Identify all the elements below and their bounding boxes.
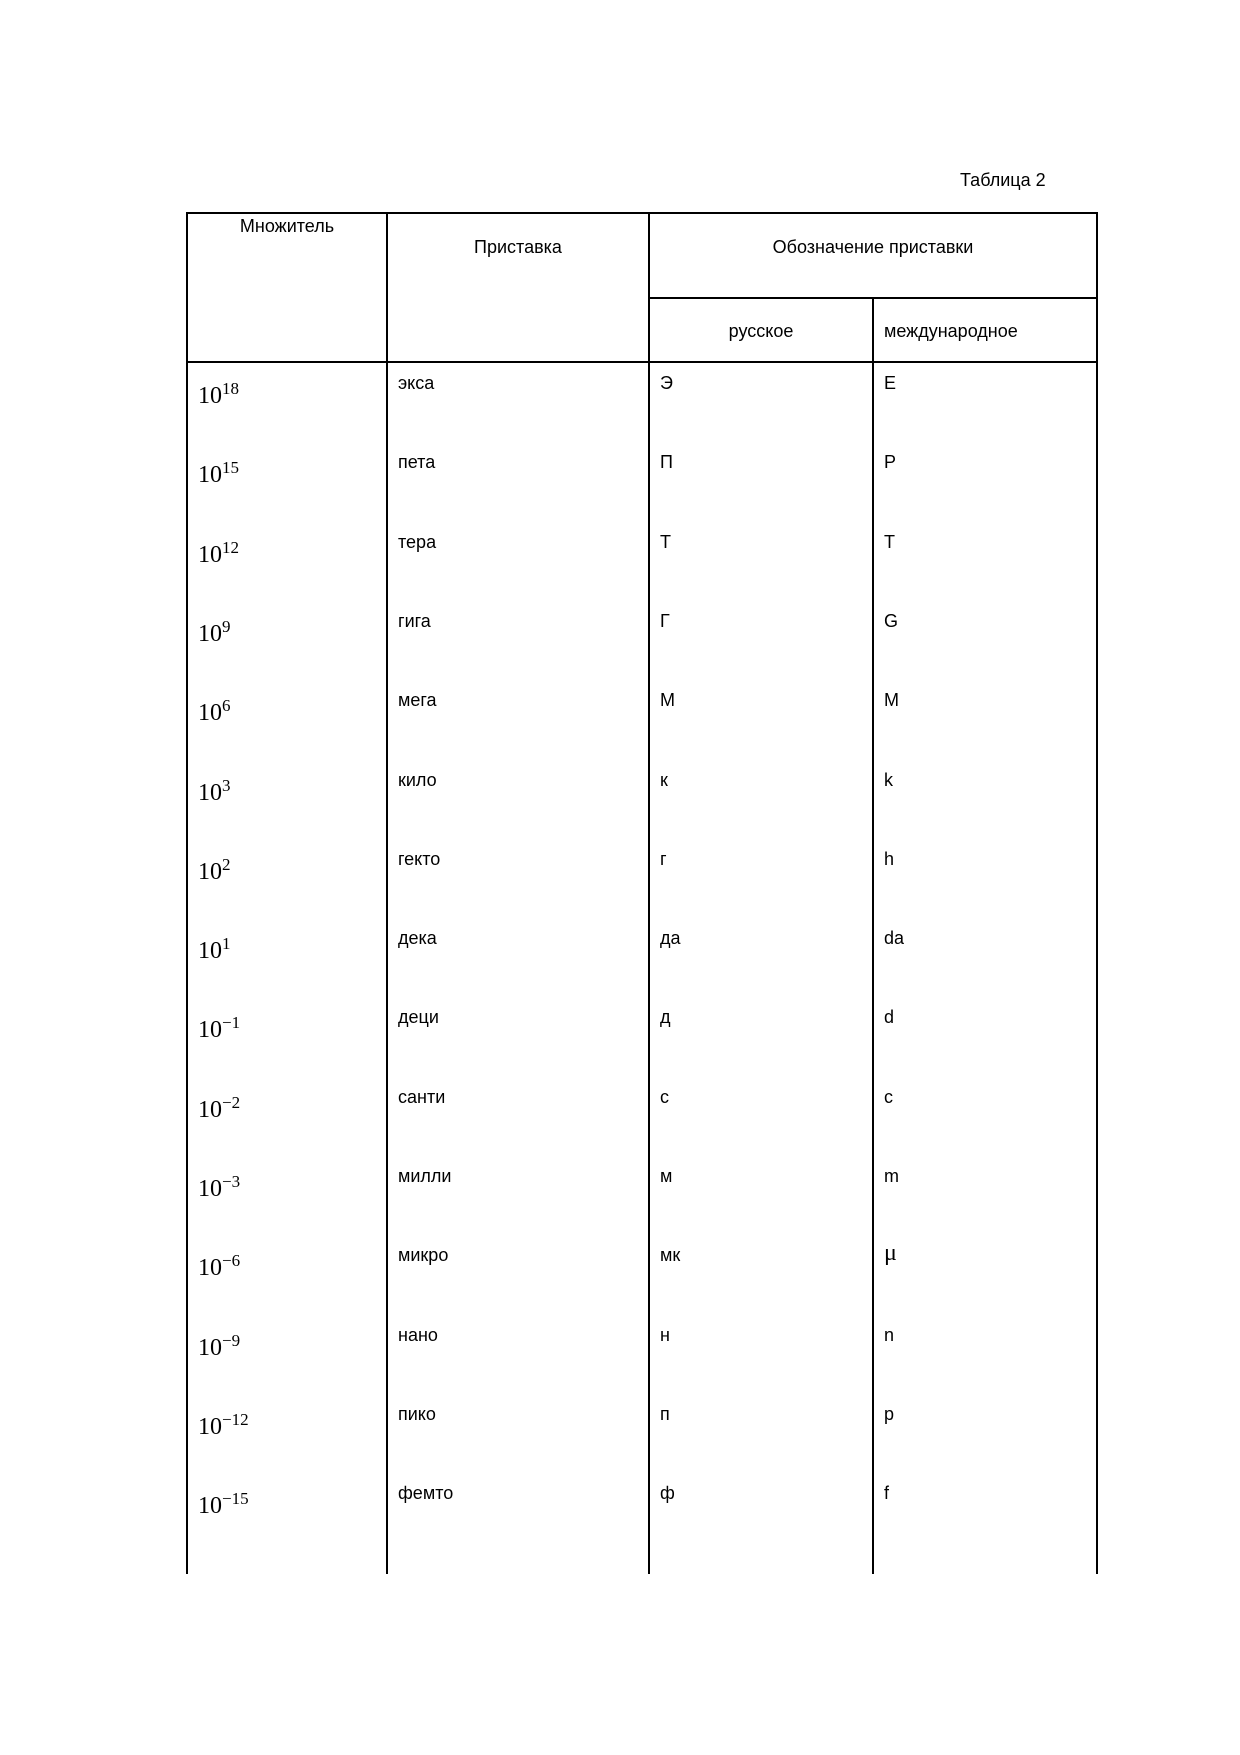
multiplier-base: 10 — [198, 1017, 222, 1043]
international-symbol-cell: d — [884, 1007, 895, 1027]
multiplier-exponent: −6 — [222, 1251, 241, 1270]
multiplier-cell — [198, 855, 231, 888]
header-multiplier: Множитель — [239, 216, 335, 236]
multiplier-exponent: 2 — [222, 855, 231, 874]
russian-symbol-cell: п — [660, 1404, 670, 1424]
international-symbol-cell: h — [884, 849, 895, 869]
multiplier-base: 10 — [198, 1335, 222, 1361]
russian-symbol-cell: да — [660, 928, 681, 948]
header-russian: русское — [728, 321, 794, 341]
multiplier-cell — [198, 458, 239, 491]
multiplier-exponent: 18 — [222, 379, 239, 398]
multiplier-base: 10 — [198, 1255, 222, 1281]
prefix-cell: нано — [398, 1325, 438, 1345]
multiplier-exponent: 12 — [222, 538, 239, 557]
header-prefix: Приставка — [474, 237, 562, 257]
multiplier-exponent: −15 — [222, 1489, 249, 1508]
multiplier-exponent: −12 — [222, 1410, 249, 1429]
table-top-border — [186, 212, 1098, 214]
international-symbol-cell: da — [884, 928, 905, 948]
multiplier-base: 10 — [198, 1176, 222, 1202]
russian-symbol-cell: м — [660, 1166, 673, 1186]
international-symbol-cell: M — [884, 690, 899, 710]
international-symbol-cell: E — [884, 373, 897, 393]
multiplier-base: 10 — [198, 542, 222, 568]
multiplier-exponent: −9 — [222, 1331, 241, 1350]
header-bottom-border — [186, 361, 1098, 363]
multiplier-exponent: 1 — [222, 934, 231, 953]
multiplier-base: 10 — [198, 938, 222, 964]
prefix-cell: деци — [398, 1007, 439, 1027]
multiplier-exponent: −3 — [222, 1172, 241, 1191]
international-symbol-cell: n — [884, 1325, 895, 1345]
multiplier-cell — [198, 1013, 241, 1046]
prefix-cell: фемто — [398, 1483, 454, 1503]
international-symbol-cell: T — [884, 532, 895, 552]
multiplier-cell — [198, 1489, 249, 1522]
prefix-cell: мега — [398, 690, 437, 710]
multiplier-exponent: 6 — [222, 696, 231, 715]
international-symbol-cell: P — [884, 452, 897, 472]
russian-symbol-cell: П — [660, 452, 673, 472]
russian-symbol-cell: ф — [660, 1483, 675, 1503]
multiplier-cell — [198, 1251, 241, 1284]
header-designation: Обозначение приставки — [772, 237, 974, 257]
multiplier-cell — [198, 696, 231, 729]
multiplier-base: 10 — [198, 1414, 222, 1440]
russian-symbol-cell: Э — [660, 373, 673, 393]
multiplier-cell — [198, 1410, 249, 1443]
multiplier-base: 10 — [198, 859, 222, 885]
table-caption: Таблица 2 — [960, 170, 1046, 190]
multiplier-base: 10 — [198, 780, 222, 806]
multiplier-base: 10 — [198, 1493, 222, 1519]
multiplier-cell — [198, 934, 231, 967]
international-symbol-cell: k — [884, 770, 893, 790]
column-divider-3 — [872, 298, 874, 1574]
russian-symbol-cell: г — [660, 849, 667, 869]
multiplier-base: 10 — [198, 621, 222, 647]
prefix-cell: пета — [398, 452, 436, 472]
multiplier-cell — [198, 379, 239, 412]
multiplier-base: 10 — [198, 462, 222, 488]
international-symbol-cell: c — [884, 1087, 893, 1107]
multiplier-base: 10 — [198, 1097, 222, 1123]
column-divider-1 — [386, 212, 388, 1574]
multiplier-cell — [198, 1172, 241, 1205]
prefix-cell: гига — [398, 611, 431, 631]
prefix-cell: санти — [398, 1087, 446, 1107]
russian-symbol-cell: н — [660, 1325, 670, 1345]
multiplier-cell — [198, 617, 231, 650]
russian-symbol-cell: Т — [660, 532, 671, 552]
multiplier-cell — [198, 538, 239, 571]
multiplier-exponent: −2 — [222, 1093, 241, 1112]
international-symbol-cell: m — [884, 1166, 899, 1186]
prefix-cell: тера — [398, 532, 437, 552]
header-international: международное — [884, 321, 1018, 341]
multiplier-base: 10 — [198, 700, 222, 726]
multiplier-cell — [198, 1331, 241, 1364]
russian-symbol-cell: М — [660, 690, 675, 710]
multiplier-cell — [198, 1093, 241, 1126]
international-symbol-cell: G — [884, 611, 899, 631]
multiplier-exponent: 3 — [222, 776, 231, 795]
table-left-border — [186, 212, 188, 1574]
russian-symbol-cell: д — [660, 1007, 671, 1027]
table-right-border — [1096, 212, 1098, 1574]
multiplier-cell — [198, 776, 231, 809]
russian-symbol-cell: Г — [660, 611, 670, 631]
prefix-cell: дека — [398, 928, 437, 948]
prefix-table — [186, 212, 1098, 1574]
prefix-cell: пико — [398, 1404, 436, 1424]
multiplier-exponent: 9 — [222, 617, 231, 636]
international-symbol-cell: f — [884, 1483, 890, 1503]
prefix-cell: кило — [398, 770, 437, 790]
multiplier-base: 10 — [198, 383, 222, 409]
russian-symbol-cell: к — [660, 770, 668, 790]
multiplier-exponent: −1 — [222, 1013, 241, 1032]
multiplier-exponent: 15 — [222, 458, 239, 477]
international-symbol-cell: p — [884, 1404, 895, 1424]
russian-symbol-cell: с — [660, 1087, 669, 1107]
prefix-cell: милли — [398, 1166, 452, 1186]
international-symbol-cell: μ — [884, 1240, 897, 1266]
prefix-cell: микро — [398, 1245, 449, 1265]
prefix-cell: экса — [398, 373, 435, 393]
prefix-cell: гекто — [398, 849, 441, 869]
column-divider-2 — [648, 212, 650, 1574]
russian-symbol-cell: мк — [660, 1245, 681, 1265]
